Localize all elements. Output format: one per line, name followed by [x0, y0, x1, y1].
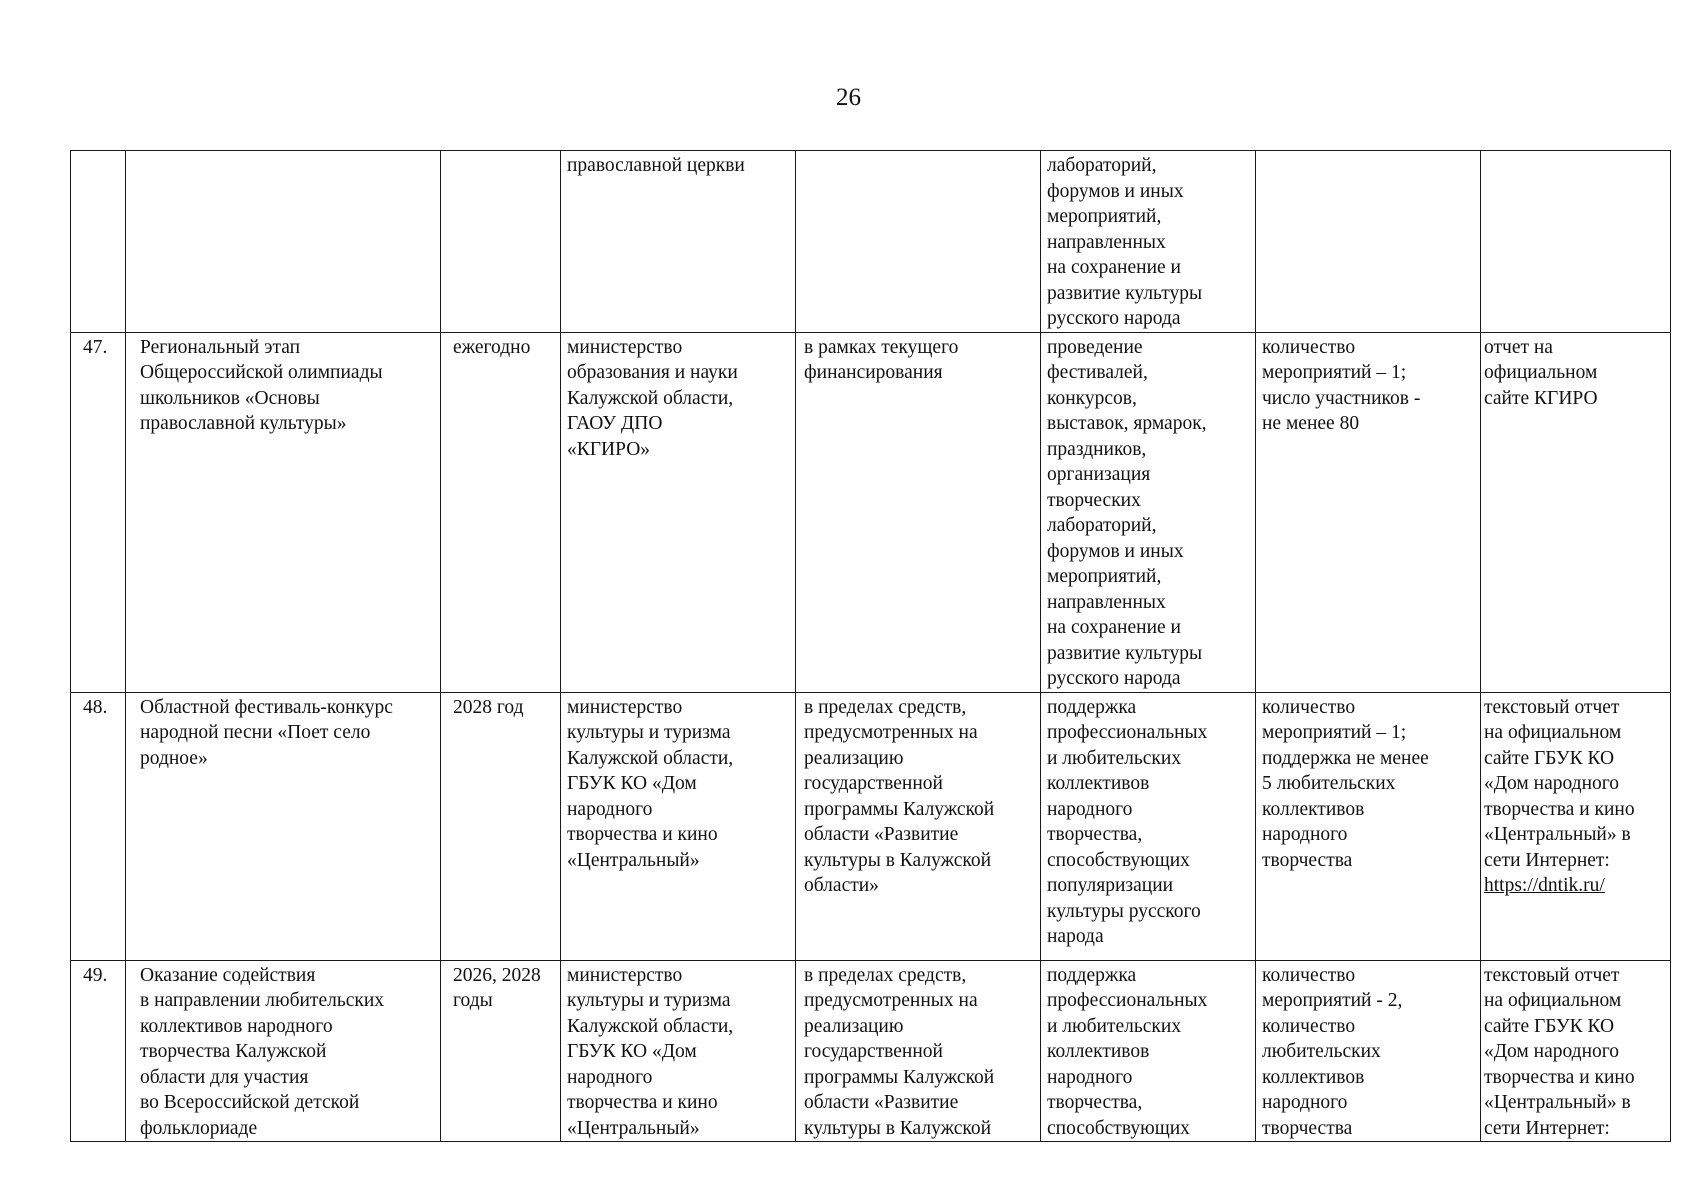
cell-text-line: творчества и кино [567, 1092, 718, 1113]
cell-text-line: народного [1047, 1066, 1133, 1088]
cell-text-line: официальном [1484, 362, 1598, 383]
cell-text-line: коллективов [1047, 1041, 1150, 1062]
cell-text-line: во Всероссийской детской [140, 1092, 360, 1113]
cell-text-line: творчества и кино [1484, 1066, 1635, 1088]
cell-text-line: текстовый отчет [1484, 696, 1620, 718]
cell-text-line: поддержка [1047, 696, 1137, 718]
cell-text-line: направленных [1047, 231, 1166, 253]
cell-text-line: в рамках текущего [804, 336, 959, 358]
table-row [71, 960, 1671, 1142]
cell-text-line: Калужской области, [567, 747, 734, 769]
cell-text-line: программы Калужской [804, 1066, 995, 1088]
cell-text-line: образования и науки [567, 362, 738, 383]
cell-text-line: популяризации [1047, 875, 1174, 896]
cell-text-line: русского народа [1047, 308, 1181, 329]
report-url-link[interactable]: https://dntik.ru/ [1484, 875, 1605, 896]
cell-text-line: школьников «Основы [140, 387, 320, 409]
cell-event-name [126, 151, 441, 333]
cell-text-line: области «Развитие [804, 1092, 959, 1113]
cell-text-line: количество [1262, 336, 1356, 358]
cell-text-line: народа [1047, 926, 1104, 947]
cell-text-line: «Дом народного [1484, 773, 1620, 794]
page-number: 26 [836, 84, 861, 111]
cell-number: 47. [71, 332, 126, 692]
cell-text-line: русского народа [1047, 668, 1181, 689]
cell-text-line: не менее 80 [1262, 413, 1360, 434]
cell-text-line: финансирования [804, 362, 943, 383]
cell-text-line: профессиональных [1047, 722, 1208, 743]
cell-text-line: творчества, [1047, 824, 1143, 845]
cell-text-line: ГБУК КО «Дом [567, 773, 697, 794]
cell-text-line: форумов и иных [1047, 540, 1184, 562]
cell-text-line: количество [1262, 1015, 1356, 1037]
cell-text-line: количество [1262, 964, 1356, 986]
cell-text-line: православной церкви [567, 155, 745, 176]
cell-text-line: предусмотренных на [804, 990, 978, 1011]
cell-text-line: Оказание содействия [140, 964, 316, 986]
cell-text-line: 2026, 2028 [453, 964, 541, 986]
cell-indicators [1256, 332, 1481, 692]
cell-activities [1041, 151, 1256, 333]
cell-text-line: родное» [140, 747, 208, 769]
table-body [71, 151, 1671, 1142]
cell-funding [796, 332, 1041, 692]
cell-text-line: мероприятий - 2, [1262, 990, 1403, 1011]
cell-text-line: сайте ГБУК КО [1484, 747, 1615, 769]
cell-text-line: ежегодно [453, 336, 531, 358]
cell-text-line: программы Калужской [804, 798, 995, 820]
table-row [71, 332, 1671, 692]
cell-text-line: развитие культуры [1047, 282, 1203, 304]
cell-text-line: коллективов народного [140, 1015, 333, 1037]
cell-text-line: профессиональных [1047, 990, 1208, 1011]
cell-text-line: на сохранение и [1047, 617, 1181, 638]
cell-text-line: культуры русского [1047, 900, 1201, 922]
cell-text-line: на официальном [1484, 722, 1622, 743]
cell-text-line: конкурсов, [1047, 387, 1137, 409]
cell-text-line: Калужской области, [567, 387, 734, 409]
cell-text-line: «Центральный» [567, 849, 700, 871]
cell-executors [561, 692, 796, 960]
cell-text-line: Калужской области, [567, 1015, 734, 1037]
cell-text-line: направленных [1047, 591, 1166, 613]
cell-text-line: народного [567, 1066, 653, 1088]
cell-text-line: количество [1262, 696, 1356, 718]
cell-text-line: творчества [1262, 849, 1353, 871]
cell-event-name [126, 692, 441, 960]
cell-text-line: области «Развитие [804, 824, 959, 845]
cell-text-line: мероприятий, [1047, 206, 1162, 227]
cell-text-line: народного [1262, 1092, 1348, 1113]
cell-number: 48. [71, 692, 126, 960]
cell-text-line: годы [453, 990, 493, 1011]
cell-text-line: министерство [567, 696, 683, 718]
cell-text-line: культуры и туризма [567, 990, 731, 1011]
cell-text-line: фольклориаде [140, 1117, 258, 1139]
cell-text-line: ГБУК КО «Дом [567, 1041, 697, 1062]
cell-event-name [126, 332, 441, 692]
cell-text-line: фестивалей, [1047, 362, 1148, 383]
cell-event-name [126, 960, 441, 1142]
cell-report [1481, 332, 1671, 692]
cell-text-line: мероприятий – 1; [1262, 362, 1407, 383]
cell-text-line: на официальном [1484, 990, 1622, 1011]
cell-text-line: сети Интернет: [1484, 849, 1610, 871]
cell-text-line: способствующих [1047, 849, 1190, 871]
cell-indicators [1256, 151, 1481, 333]
cell-text-line: предусмотренных на [804, 722, 978, 743]
cell-period [441, 332, 561, 692]
cell-text-line: государственной [804, 773, 943, 794]
cell-funding [796, 692, 1041, 960]
cell-executors [561, 151, 796, 333]
cell-text-line: и любительских [1047, 1015, 1182, 1037]
cell-text-line: сети Интернет: [1484, 1117, 1610, 1139]
cell-text-line: министерство [567, 964, 683, 986]
cell-text-line: области для участия [140, 1066, 309, 1088]
cell-text-line: и любительских [1047, 747, 1182, 769]
cell-text-line: коллективов [1047, 773, 1150, 794]
cell-text-line: народного [567, 798, 653, 820]
cell-text-line: «Центральный» в [1484, 1092, 1631, 1113]
cell-text-line: мероприятий, [1047, 566, 1162, 587]
cell-text-line: организация [1047, 464, 1151, 485]
table-row [71, 151, 1671, 333]
cell-number: 49. [71, 960, 126, 1142]
cell-text-line: способствующих [1047, 1117, 1190, 1139]
cell-text-line: ГАОУ ДПО [567, 413, 663, 434]
cell-indicators [1256, 692, 1481, 960]
cell-text-line: коллективов [1262, 1066, 1365, 1088]
cell-text-line: праздников, [1047, 438, 1147, 460]
cell-executors [561, 332, 796, 692]
cell-text-line: министерство [567, 336, 683, 358]
measures-table [70, 150, 1671, 1142]
cell-text-line: развитие культуры [1047, 642, 1203, 664]
cell-period [441, 692, 561, 960]
cell-text-line: в пределах средств, [804, 964, 967, 986]
cell-period [441, 151, 561, 333]
cell-text-line: Региональный этап [140, 336, 301, 358]
cell-text-line: выставок, ярмарок, [1047, 413, 1207, 434]
cell-text-line: области» [804, 875, 879, 896]
cell-text-line: форумов и иных [1047, 180, 1184, 202]
cell-text-line: сайте ГБУК КО [1484, 1015, 1615, 1037]
cell-text-line: число участников - [1262, 387, 1421, 409]
cell-text-line: творчества и кино [567, 824, 718, 845]
cell-text-line: 2028 год [453, 696, 524, 718]
cell-text-line: «Центральный» в [1484, 824, 1631, 845]
cell-text-line: «Центральный» [567, 1117, 700, 1139]
cell-text-line: Областной фестиваль-конкурс [140, 696, 393, 718]
cell-text-line: мероприятий – 1; [1262, 722, 1407, 743]
cell-text-line: творчества [1262, 1117, 1353, 1139]
cell-text-line: Общероссийской олимпиады [140, 362, 383, 383]
cell-text-line: культуры в Калужской [804, 849, 992, 871]
cell-text-line: проведение [1047, 336, 1143, 358]
cell-text-line: народной песни «Поет село [140, 722, 371, 743]
cell-funding [796, 151, 1041, 333]
cell-text-line: государственной [804, 1041, 943, 1062]
cell-text-line: творческих [1047, 489, 1141, 511]
cell-text-line: реализацию [804, 1015, 904, 1037]
cell-executors [561, 960, 796, 1142]
cell-funding [796, 960, 1041, 1142]
cell-text-line: реализацию [804, 747, 904, 769]
cell-activities [1041, 692, 1256, 960]
cell-text-line: текстовый отчет [1484, 964, 1620, 986]
cell-report [1481, 692, 1671, 960]
cell-text-line: творчества и кино [1484, 798, 1635, 820]
cell-text-line: народного [1047, 798, 1133, 820]
cell-text-line: лабораторий, [1047, 515, 1157, 536]
cell-text-line: в пределах средств, [804, 696, 967, 718]
cell-text-line: поддержка [1047, 964, 1137, 986]
cell-text-line: «Дом народного [1484, 1041, 1620, 1062]
cell-period [441, 960, 561, 1142]
cell-text-line: поддержка не менее [1262, 747, 1429, 769]
cell-text-line: культуры и туризма [567, 722, 731, 743]
cell-text-line: отчет на [1484, 336, 1553, 358]
cell-text-line: культуры в Калужской [804, 1117, 992, 1139]
cell-text-line: любительских [1262, 1041, 1381, 1062]
cell-text-line: православной культуры» [140, 413, 347, 434]
cell-indicators [1256, 960, 1481, 1142]
cell-text-line: народного [1262, 824, 1348, 845]
cell-text-line: в направлении любительских [140, 990, 385, 1011]
cell-text-line: 5 любительских [1262, 773, 1396, 794]
cell-text-line: коллективов [1262, 798, 1365, 820]
cell-text-line: творчества Калужской [140, 1041, 327, 1062]
cell-text-line: лабораторий, [1047, 155, 1157, 176]
cell-text-line: «КГИРО» [567, 438, 651, 460]
cell-number [71, 151, 126, 333]
cell-activities [1041, 332, 1256, 692]
cell-text-line: сайте КГИРО [1484, 387, 1598, 409]
cell-report [1481, 960, 1671, 1142]
cell-text-line: на сохранение и [1047, 257, 1181, 278]
cell-activities [1041, 960, 1256, 1142]
cell-text-line: творчества, [1047, 1092, 1143, 1113]
cell-report [1481, 151, 1671, 333]
table-row [71, 692, 1671, 960]
